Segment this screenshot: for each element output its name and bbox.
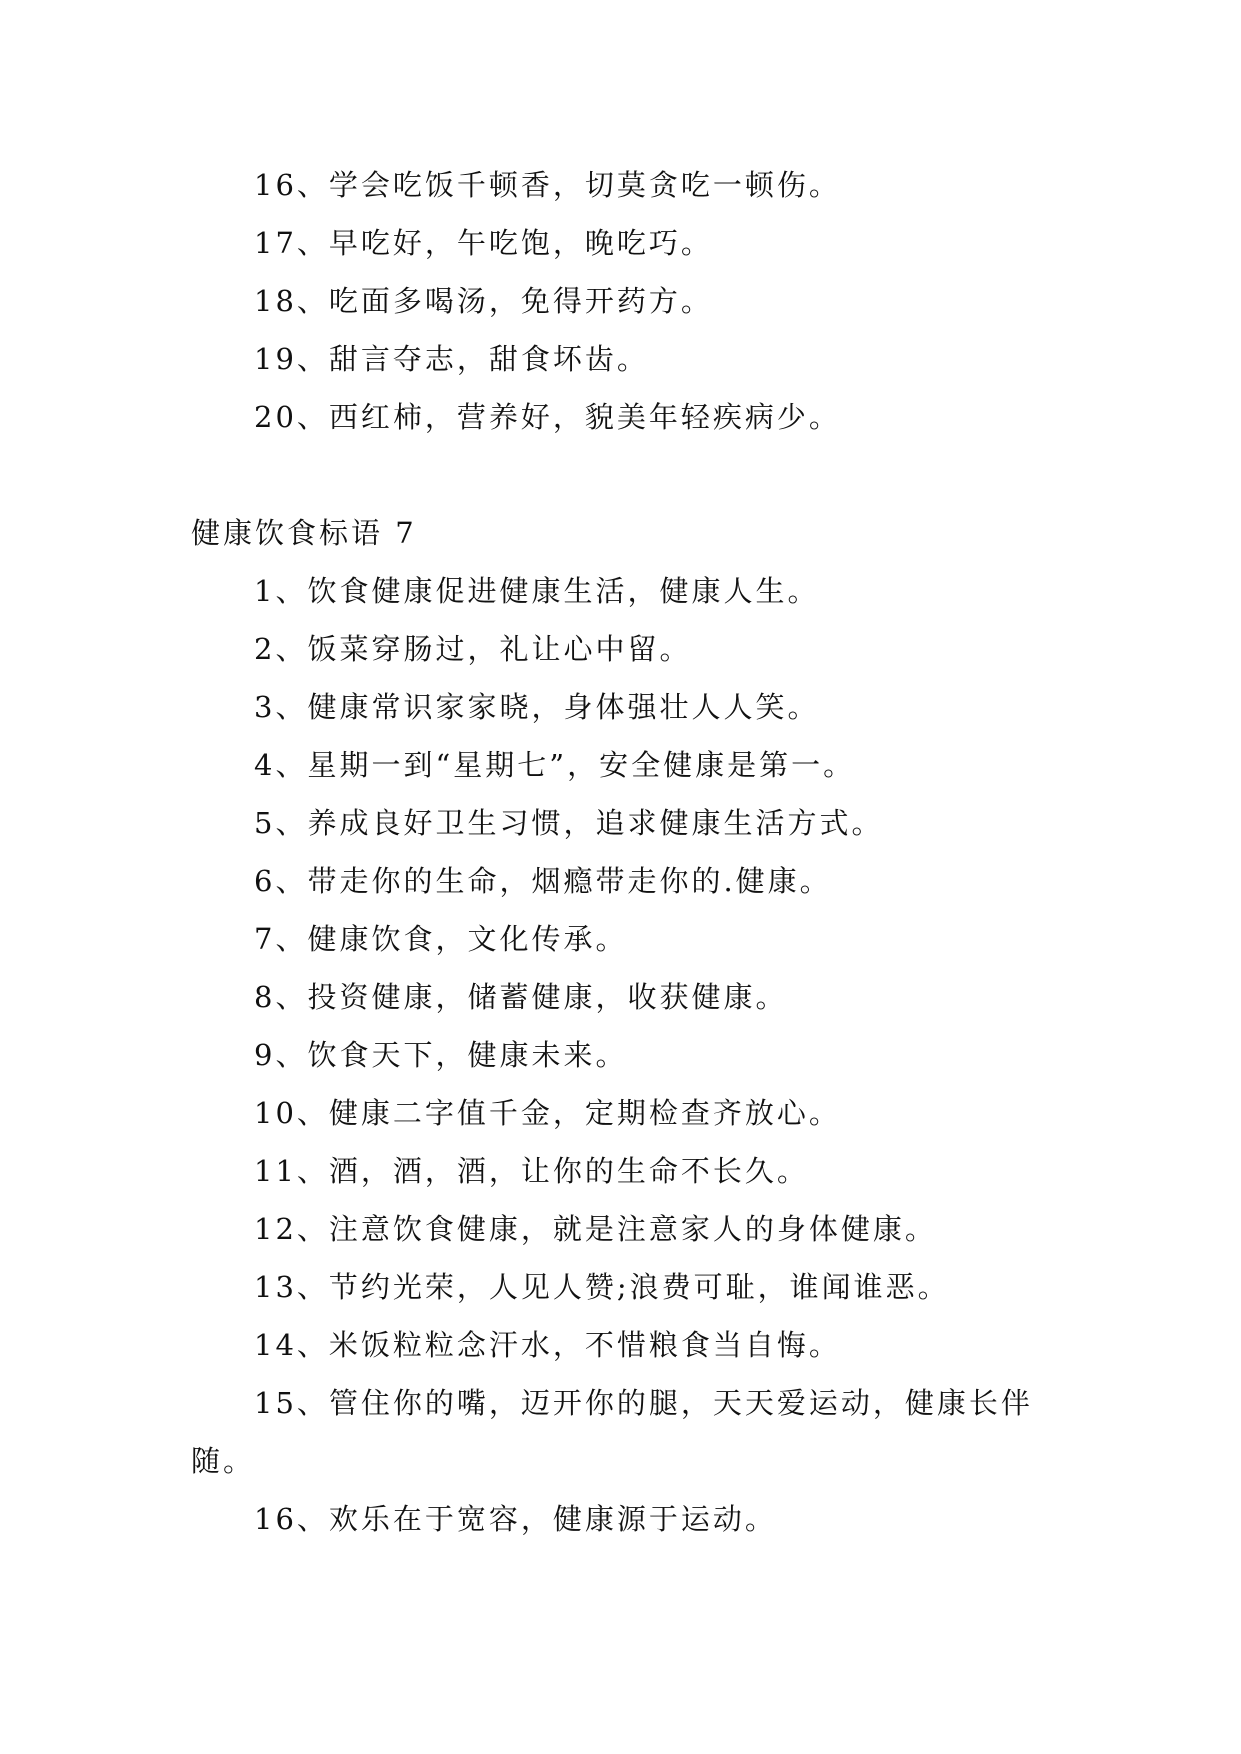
slogan-line: 3、健康常识家家晓，身体强壮人人笑。 bbox=[254, 690, 820, 724]
slogan-line: 8、投资健康，储蓄健康，收获健康。 bbox=[254, 980, 788, 1014]
slogan-line: 9、饮食天下，健康未来。 bbox=[254, 1038, 628, 1072]
slogan-line: 1、饮食健康促进健康生活，健康人生。 bbox=[254, 574, 820, 608]
slogan-line: 16、欢乐在于宽容，健康源于运动。 bbox=[254, 1502, 777, 1536]
slogan-line: 20、西红柿，营养好，貌美年轻疾病少。 bbox=[254, 400, 841, 434]
slogan-line: 4、星期一到“星期七”，安全健康是第一。 bbox=[254, 748, 856, 782]
slogan-line-continuation: 随。 bbox=[191, 1444, 256, 1478]
slogan-line: 19、甜言夺志，甜食坏齿。 bbox=[254, 342, 649, 376]
slogan-line: 18、吃面多喝汤，免得开药方。 bbox=[254, 284, 713, 318]
slogan-line: 12、注意饮食健康，就是注意家人的身体健康。 bbox=[254, 1212, 937, 1246]
slogan-line: 6、带走你的生命，烟瘾带走你的.健康。 bbox=[254, 864, 832, 898]
slogan-line: 15、管住你的嘴，迈开你的腿，天天爱运动，健康长伴 bbox=[254, 1386, 1033, 1420]
slogan-line: 10、健康二字值千金，定期检查齐放心。 bbox=[254, 1096, 841, 1130]
slogan-line: 2、饭菜穿肠过，礼让心中留。 bbox=[254, 632, 692, 666]
slogan-line: 11、酒，酒，酒，让你的生命不长久。 bbox=[254, 1154, 809, 1188]
slogan-line: 17、早吃好，午吃饱，晚吃巧。 bbox=[254, 226, 713, 260]
slogan-line: 5、养成良好卫生习惯，追求健康生活方式。 bbox=[254, 806, 884, 840]
slogan-line: 14、米饭粒粒念汗水，不惜粮食当自悔。 bbox=[254, 1328, 841, 1362]
slogan-line: 7、健康饮食，文化传承。 bbox=[254, 922, 628, 956]
slogan-line: 13、节约光荣，人见人赞;浪费可耻，谁闻谁恶。 bbox=[254, 1270, 950, 1304]
section-title: 健康饮食标语 7 bbox=[191, 516, 417, 550]
slogan-line: 16、学会吃饭千顿香，切莫贪吃一顿伤。 bbox=[254, 168, 841, 202]
